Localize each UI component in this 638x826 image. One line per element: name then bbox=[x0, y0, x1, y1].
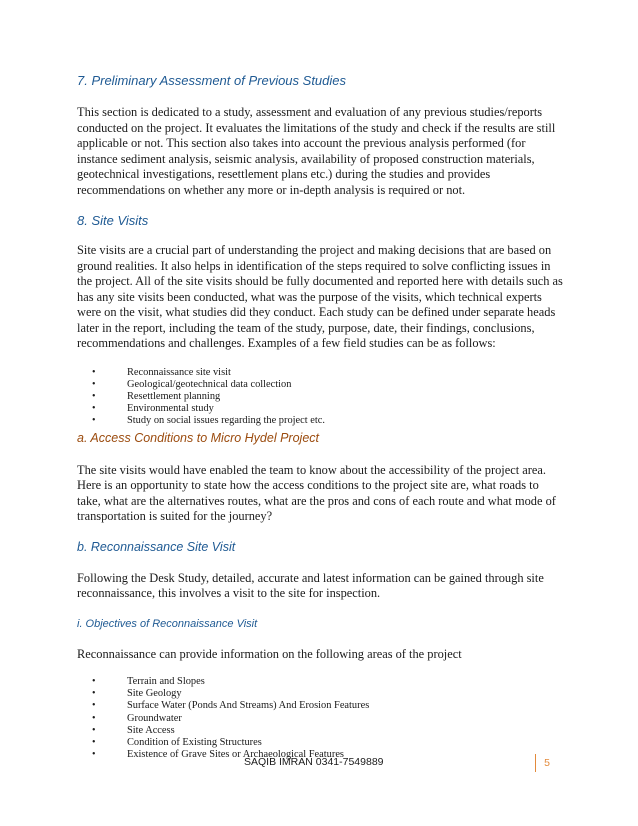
bullet-icon: • bbox=[92, 378, 96, 390]
section-b-heading: b. Reconnaissance Site Visit bbox=[77, 539, 236, 554]
section-7-paragraph: This section is dedicated to a study, assessment and evaluation of any previous studies/reports conducted on the project. It evaluates the limitations of the study and check if the results are still applicable or not. This section also takes into account the previous analysis performed (for instance sediment analysis, seismic analysis, availability of proposed construction materials, geotechnical investigations, resettlement plans etc.) during the studies and provides recommendations on whether any more or in-depth analysis is required or not. bbox=[77, 105, 556, 197]
page-footer bbox=[0, 756, 638, 772]
bullet-icon: • bbox=[92, 415, 96, 427]
page-number: 5 bbox=[535, 754, 558, 772]
list-item: • Site Geology bbox=[92, 688, 182, 700]
list-item: • Environmental study bbox=[92, 403, 214, 415]
list-item: • Groundwater bbox=[92, 712, 182, 724]
list-item: • Resettlement planning bbox=[92, 390, 221, 402]
section-7-heading: 7. Preliminary Assessment of Previous Studies bbox=[77, 73, 347, 88]
page-content bbox=[77, 73, 565, 761]
section-a-heading: a. Access Conditions to Micro Hydel Project bbox=[77, 430, 319, 445]
field-studies-list bbox=[77, 367, 565, 428]
bullet-icon: • bbox=[92, 676, 96, 688]
section-8-heading: 8. Site Visits bbox=[77, 213, 149, 228]
bullet-icon: • bbox=[92, 403, 96, 415]
section-i-heading: i. Objectives of Reconnaissance Visit bbox=[77, 617, 258, 630]
list-item: • Existence of Grave Sites or Archaeological Features bbox=[92, 749, 344, 761]
bullet-icon: • bbox=[92, 366, 96, 378]
bullet-icon: • bbox=[92, 700, 96, 712]
list-item: • Geological/geotechnical data collection bbox=[92, 378, 292, 390]
section-b-paragraph: Following the Desk Study, detailed, accurate and latest information can be gained through site reconnaissance, this involves a visit to the site for inspection. bbox=[77, 570, 544, 601]
list-item: • Site Access bbox=[92, 724, 175, 736]
list-item: • Terrain and Slopes bbox=[92, 676, 205, 688]
bullet-icon: • bbox=[92, 390, 96, 402]
bullet-icon: • bbox=[92, 712, 96, 724]
section-i-paragraph: Reconnaissance can provide information on the following areas of the project bbox=[77, 646, 462, 661]
list-item: • Reconnaissance site visit bbox=[92, 366, 231, 378]
list-item: • Condition of Existing Structures bbox=[92, 737, 262, 749]
footer-author: SAQIB IMRAN 0341-7549889 bbox=[244, 756, 384, 768]
list-item: • Study on social issues regarding the project etc. bbox=[92, 415, 325, 427]
bullet-icon: • bbox=[92, 749, 96, 761]
list-item: • Surface Water (Ponds And Streams) And Erosion Features bbox=[92, 700, 370, 712]
bullet-icon: • bbox=[92, 688, 96, 700]
section-a-paragraph: The site visits would have enabled the team to know about the accessibility of the project area. Here is an opportunity to state how the access conditions to the project site are, what roads to take, what are the alternatives routes, what are the pros and cons of each route and what mode of transportation is suited for the journey? bbox=[77, 462, 556, 524]
objectives-list bbox=[77, 676, 565, 761]
section-8-paragraph: Site visits are a crucial part of understanding the project and making decisions that are based on ground realities. It also helps in identification of the steps required to solve conflicting issues in the project. All of the site visits should be fully documented and reported here with details such as has any site visits been conducted, what was the purpose of the visits, which technical experts were on the visit, what studies did they conduct. Each study can be defined under separate heads later in the report, including the team of the study, purpose, date, their findings, conclusions, recommendations and challenges. Examples of a few field studies can be as follows: bbox=[77, 243, 563, 350]
bullet-icon: • bbox=[92, 737, 96, 749]
bullet-icon: • bbox=[92, 724, 96, 736]
